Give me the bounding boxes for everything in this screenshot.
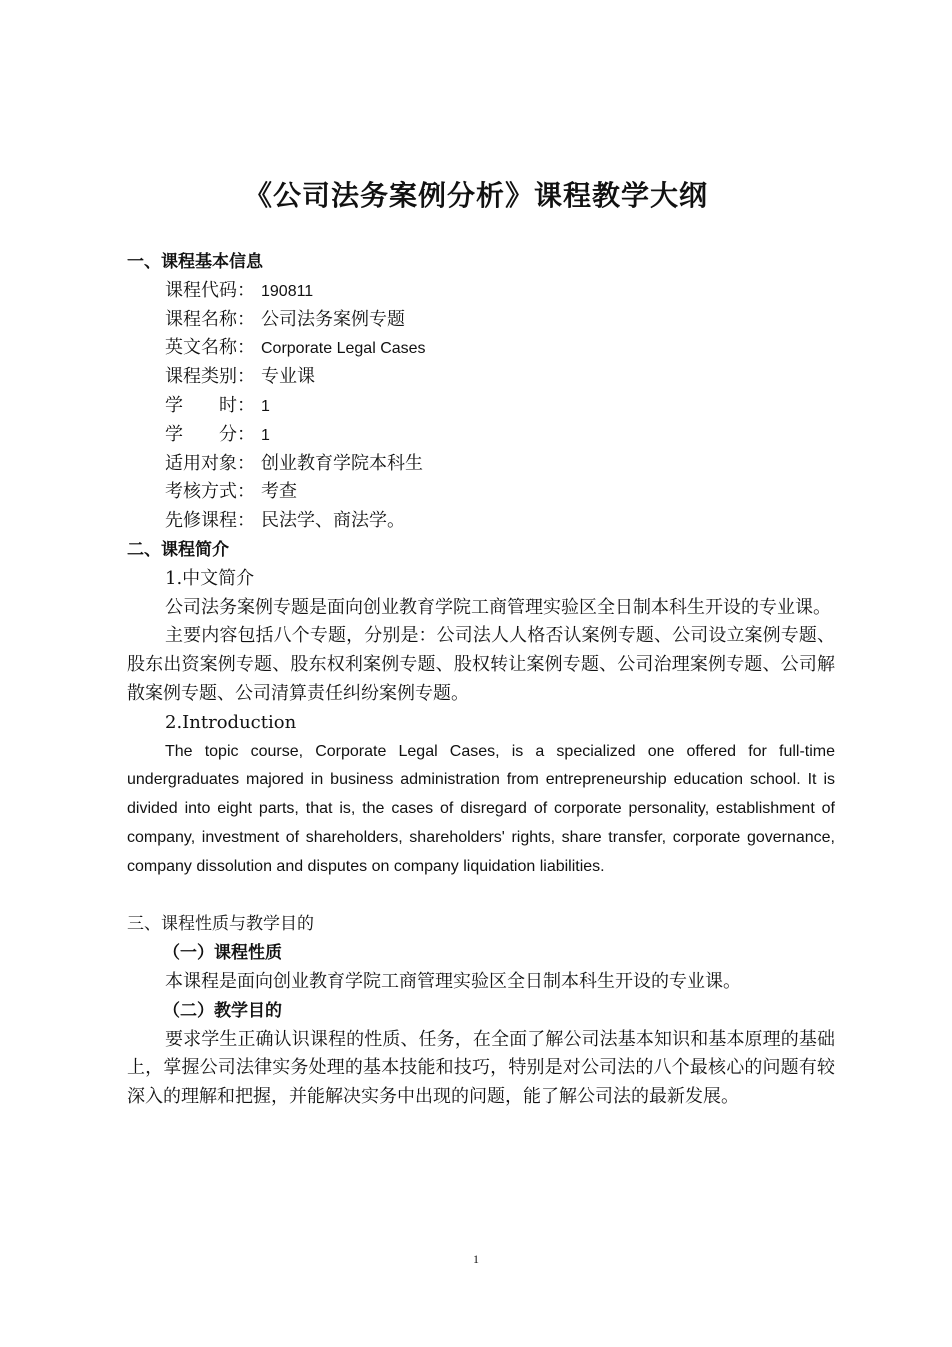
page-number: 1 xyxy=(473,1252,479,1266)
info-value: 创业教育学院本科生 xyxy=(261,452,423,474)
info-row-credits xyxy=(127,421,835,450)
info-label: 课程名称： xyxy=(165,308,255,330)
info-label: 学 分： xyxy=(165,423,255,445)
info-label: 课程代码： xyxy=(165,279,255,301)
section2-sub-chinese: 1.中文简介 xyxy=(165,567,255,589)
info-label: 考核方式： xyxy=(165,481,255,503)
info-row-english-name xyxy=(127,334,835,363)
section2-paragraph-2: 主要内容包括八个专题，分别是：公司法人人格否认案例专题、公司设立案例专题、股东出资案例专题、股东权利案例专题、股权转让案例专题、公司治理案例专题、公司解散案例专题、公司清算责任纠纷案例专题。 xyxy=(127,625,835,704)
info-value: Corporate Legal Cases xyxy=(261,340,426,358)
section3-paragraph-1: 本课程是面向创业教育学院工商管理实验区全日制本科生开设的专业课。 xyxy=(165,970,741,992)
info-label: 适用对象： xyxy=(165,452,255,474)
section2-heading: 二、课程简介 xyxy=(127,539,229,560)
info-value: 公司法务案例专题 xyxy=(261,308,405,330)
info-label: 课程类别： xyxy=(165,366,255,388)
info-label: 先修课程： xyxy=(165,510,255,532)
section3-sub-nature: （一）课程性质 xyxy=(163,943,282,964)
section3-sub-purpose: （二）教学目的 xyxy=(163,1000,282,1021)
info-value: 1 xyxy=(261,426,270,444)
info-row-assessment xyxy=(127,478,835,507)
info-label: 学 时： xyxy=(165,394,255,416)
section2-english-paragraph: The topic course, Corporate Legal Cases, is a specialized one offered for full-time undergraduates majored in business administration from entrepreneurship education school. It is divided into eight parts, that is, the cases of disregard of corporate personality, establishment of company, investment of shareholders, shareholders' rights, share transfer, corporate governance, company dissolution and disputes on company liquidation liabilities. xyxy=(127,742,835,875)
info-row-name xyxy=(127,306,835,335)
info-label: 英文名称： xyxy=(165,337,255,359)
info-row-hours xyxy=(127,392,835,421)
info-value: 专业课 xyxy=(261,366,315,388)
info-value: 1 xyxy=(261,397,270,415)
document-title: 《公司法务案例分析》课程教学大纲 xyxy=(243,179,708,212)
document-body xyxy=(127,248,835,1112)
info-row-category xyxy=(127,363,835,392)
info-row-prerequisites xyxy=(127,507,835,536)
section3-heading: 三、课程性质与教学目的 xyxy=(127,914,314,935)
info-value: 考查 xyxy=(261,481,297,503)
info-row-code xyxy=(127,277,835,306)
info-value: 民法学、商法学。 xyxy=(261,510,405,532)
info-value: 190811 xyxy=(261,282,314,300)
section1-heading: 一、课程基本信息 xyxy=(127,252,263,272)
section2-sub-introduction: 2.Introduction xyxy=(165,711,297,733)
section3-paragraph-2: 要求学生正确认识课程的性质、任务，在全面了解公司法基本知识和基本原理的基础上，掌握公司法律实务处理的基本技能和技巧，特别是对公司法的八个最核心的问题有较深入的理解和把握，并能解决实务中出现的问题，能了解公司法的最新发展。 xyxy=(127,1028,835,1108)
spacer xyxy=(127,882,835,911)
info-row-audience xyxy=(127,450,835,479)
section2-paragraph-1: 公司法务案例专题是面向创业教育学院工商管理实验区全日制本科生开设的专业课。 xyxy=(165,596,831,618)
